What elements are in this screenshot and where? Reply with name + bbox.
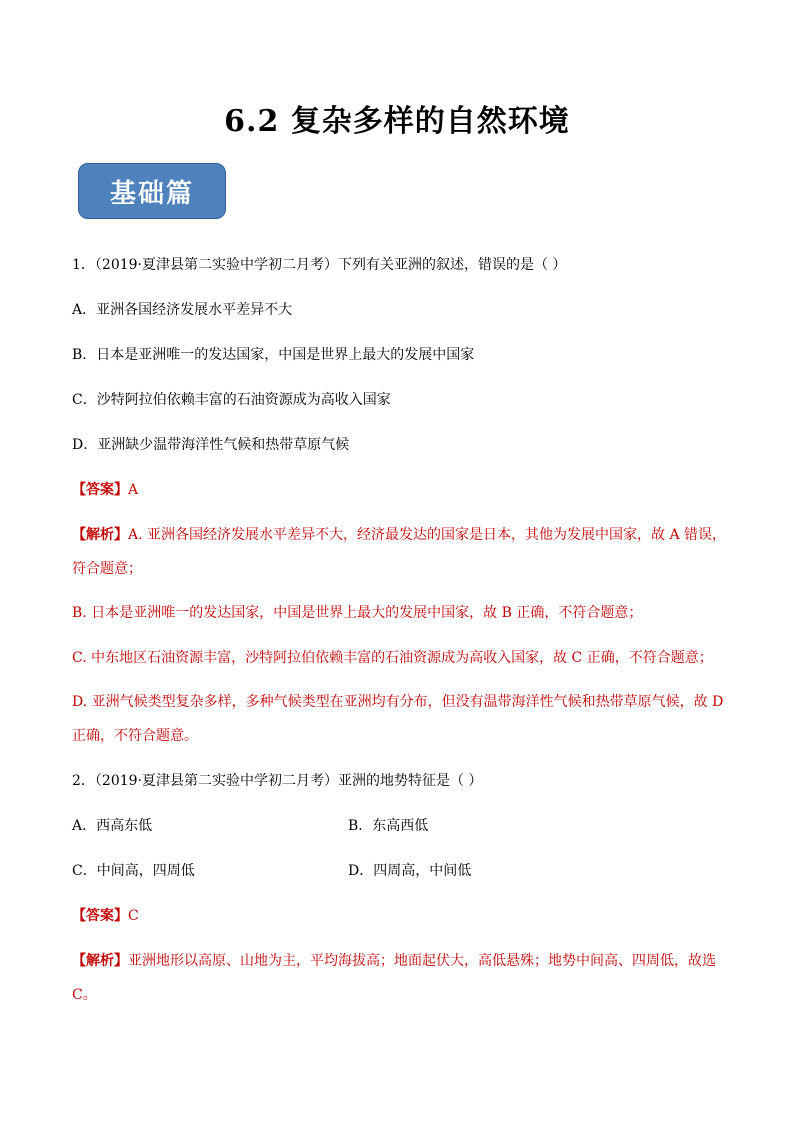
question-1-option-b: B．日本是亚洲唯一的发达国家，中国是世界上最大的发展中国家 xyxy=(72,347,475,363)
page-title: 6.2 复杂多样的自然环境 xyxy=(224,104,570,139)
question-1-option-a: A．亚洲各国经济发展水平差异不大 xyxy=(72,302,293,318)
question-1-analysis-d: D. 亚洲气候类型复杂多样，多种气候类型在亚洲均有分布，但没有温带海洋性气候和热带草原气候，故 D 正确，不符合题意。 xyxy=(72,694,724,744)
question-1-analysis-c: C. 中东地区石油资源丰富，沙特阿拉伯依赖丰富的石油资源成为高收入国家，故 C 正确，不符合题意； xyxy=(72,650,713,666)
analysis-tag: 【解析】 xyxy=(72,953,128,969)
section-badge: 基础篇 xyxy=(78,163,226,219)
question-1-stem: 1．（2019·夏津县第二实验中学初二月考）下列有关亚洲的叙述，错误的是（ ） xyxy=(72,257,567,273)
analysis-text: A. 亚洲各国经济发展水平差异不大，经济最发达的国家是日本，其他为发展中国家，故 A 错误，符合题意； xyxy=(72,527,727,577)
analysis-text: 亚洲地形以高原、山地为主，平均海拔高；地面起伏大，高低悬殊；地势中间高、四周低，故选 C。 xyxy=(72,953,716,1003)
answer-value: A xyxy=(128,482,139,498)
question-2-options-row-1 xyxy=(72,815,732,837)
question-2-option-a: A．西高东低 xyxy=(72,818,153,834)
question-2-answer xyxy=(72,905,732,927)
answer-tag: 【答案】 xyxy=(72,908,128,924)
question-1-option-c: C．沙特阿拉伯依赖丰富的石油资源成为高收入国家 xyxy=(72,392,391,408)
question-1-answer xyxy=(72,479,732,501)
answer-tag: 【答案】 xyxy=(72,482,128,498)
question-2-options-row-2 xyxy=(72,860,732,882)
question-1-analysis-a xyxy=(72,518,732,586)
question-1-analysis-b: B. 日本是亚洲唯一的发达国家，中国是世界上最大的发展中国家，故 B 正确，不符合题意； xyxy=(72,605,643,621)
question-2-stem: 2．（2019·夏津县第二实验中学初二月考）亚洲的地势特征是（ ） xyxy=(72,773,483,789)
question-2-analysis xyxy=(72,944,732,1012)
question-2-option-d: D．四周高，中间低 xyxy=(348,863,472,879)
analysis-tag: 【解析】 xyxy=(72,527,128,543)
answer-value: C xyxy=(128,908,139,924)
question-1-option-d: D．亚洲缺少温带海洋性气候和热带草原气候 xyxy=(72,437,350,453)
question-2-option-c: C．中间高，四周低 xyxy=(72,863,195,879)
question-2-option-b: B．东高西低 xyxy=(348,818,429,834)
